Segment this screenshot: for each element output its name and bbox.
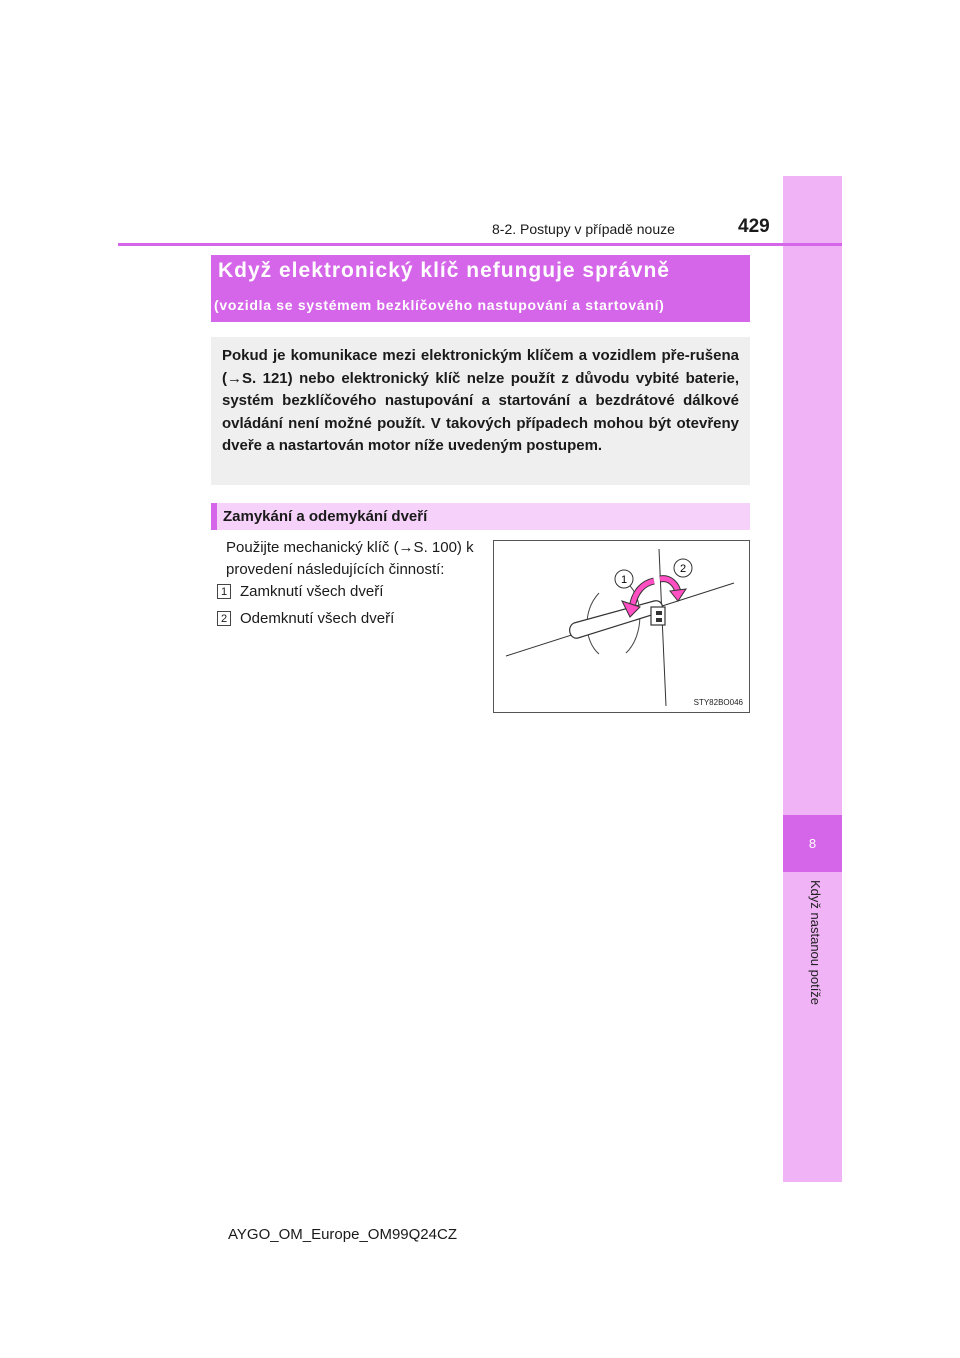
footer-code: AYGO_OM_Europe_OM99Q24CZ	[228, 1226, 457, 1243]
key-icon	[651, 607, 665, 625]
chapter-title: Když nastanou potíže	[808, 880, 823, 1006]
step-number: 2	[217, 611, 231, 626]
callout-2-label: 2	[679, 563, 687, 575]
chapter-number: 8	[783, 815, 842, 872]
step-text: Zamknutí všech dveří	[240, 583, 384, 600]
header-rule	[118, 243, 842, 246]
step-lock	[217, 583, 383, 600]
key-illustration	[493, 540, 750, 713]
section-label: 8-2. Postupy v případě nouze	[492, 221, 675, 237]
door-handle-figure	[494, 541, 750, 713]
subsection-accent-bar	[211, 503, 217, 530]
key-bit	[656, 611, 662, 615]
page-title: Když elektronický klíč nefunguje správně	[218, 259, 670, 282]
step-number: 1	[217, 584, 231, 599]
intro-text: Pokud je komunikace mezi elektronickým klíčem a vozidlem pře-rušena (→S. 121) nebo elektronický klíč nelze použít z důvodu vybité baterie, systém bezklíčového nastupování a startování a bezdrátové dálkové ovládání není možné použít. V takových případech mohou být otevřeny dveře a nastartován motor níže uvedeným postupem.	[222, 347, 739, 454]
subsection-title: Zamykání a odemykání dveří	[223, 508, 428, 525]
key-bit	[656, 618, 662, 622]
door-handle-icon	[570, 601, 663, 638]
page-subtitle: (vozidla se systémem bezklíčového nastupování a startování)	[214, 297, 665, 313]
door-gap-line	[659, 549, 666, 706]
side-tab	[783, 176, 842, 1182]
step-text: Odemknutí všech dveří	[240, 610, 395, 627]
step-unlock	[217, 610, 394, 627]
callout-1-label: 1	[620, 574, 628, 586]
subsection-body: Použijte mechanický klíč (→S. 100) k provedení následujících činností:	[226, 539, 474, 578]
page-number: 429	[738, 216, 770, 237]
figure-code: STY82BO046	[693, 698, 743, 707]
